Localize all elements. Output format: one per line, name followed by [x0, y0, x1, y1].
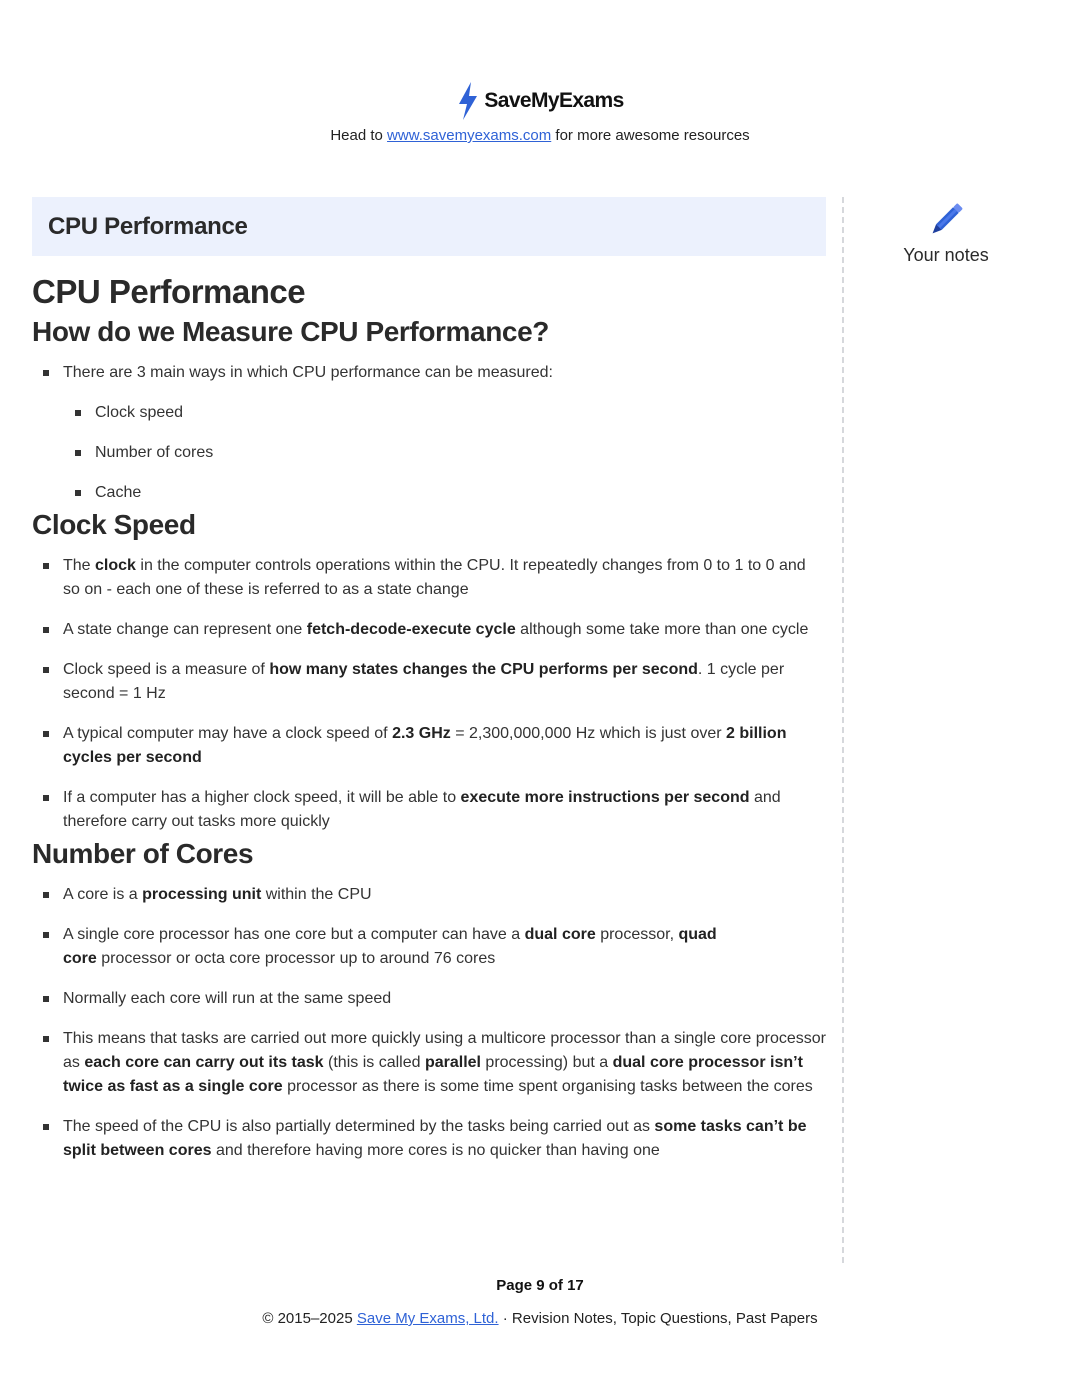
copyright-text: © 2015–2025	[262, 1310, 357, 1327]
page-header	[0, 82, 1080, 144]
text: . 1 cycle per second = 1 Hz	[63, 661, 785, 702]
list-item: Cache	[64, 481, 826, 505]
text: (this is called	[323, 1054, 425, 1071]
notes-label: Your notes	[903, 245, 989, 265]
list-item	[32, 786, 826, 834]
notes-divider	[842, 197, 844, 1263]
bold-text: parallel	[424, 1054, 481, 1071]
tagline-text-before: Head to	[330, 127, 388, 144]
text: The	[63, 557, 96, 574]
list-item	[32, 1115, 826, 1163]
tagline-text-after: for more awesome resources	[551, 127, 750, 144]
list-item	[32, 722, 826, 770]
text: within the CPU	[261, 886, 372, 903]
list-item	[32, 658, 826, 706]
text: A core is a	[63, 886, 143, 903]
measure-list	[32, 361, 826, 385]
tagline	[0, 127, 1080, 144]
pencil-icon	[925, 200, 967, 240]
text: A typical computer may have a clock speed of	[63, 725, 393, 742]
list-item	[32, 618, 826, 642]
text: processor as there is some time spent organising tasks between the cores	[282, 1078, 813, 1095]
text: although some take more than one cycle	[515, 621, 809, 638]
text: Clock speed is a measure of	[63, 661, 270, 678]
text: in the computer controls operations within the CPU. It repeatedly changes from 0 to 1 to 0 and so on - each one of these is referred to as a state change	[63, 557, 806, 598]
section-heading-number-of-cores: Number of Cores	[32, 838, 254, 869]
measure-sublist	[64, 401, 826, 505]
logo-text: SaveMyExams	[484, 89, 624, 112]
text: processor or octa core processor up to around 76 cores	[96, 950, 496, 967]
list-item	[32, 923, 826, 971]
list-item	[32, 1027, 826, 1099]
list-item: Number of cores	[64, 441, 826, 465]
text: processing) but a	[480, 1054, 613, 1071]
bold-text: clock	[95, 557, 136, 574]
clock-list	[32, 554, 826, 834]
bold-text: how many states changes the CPU performs per second	[269, 661, 698, 678]
bold-text: 2 billion cycles per second	[63, 725, 787, 766]
text: If a computer has a higher clock speed, it will be able to	[63, 789, 461, 806]
list-item	[32, 883, 826, 907]
list-item: There are 3 main ways in which CPU performance can be measured:	[32, 361, 826, 385]
bold-text: 2.3 GHz	[392, 725, 451, 742]
bold-text: execute more instructions per second	[460, 789, 750, 806]
logo[interactable]	[456, 82, 623, 120]
section-heading-clock-speed: Clock Speed	[32, 509, 196, 540]
page-number: Page 9 of 17	[496, 1277, 584, 1294]
bold-text: each core can carry out its task	[84, 1054, 324, 1071]
text: A single core processor has one core but a computer can have a	[63, 926, 525, 943]
company-link[interactable]: Save My Exams, Ltd.	[356, 1310, 499, 1327]
list-item	[32, 554, 826, 602]
list-item: Clock speed	[64, 401, 826, 425]
bold-text: processing unit	[142, 886, 262, 903]
text: A state change can represent one	[63, 621, 307, 638]
banner-title: CPU Performance	[48, 212, 248, 240]
text: The speed of the CPU is also partially determined by the tasks being carried out as	[63, 1118, 655, 1135]
main-content	[32, 197, 826, 1163]
text: = 2,300,000,000 Hz which is just over	[450, 725, 727, 742]
section-heading-measure: How do we Measure CPU Performance?	[32, 316, 549, 347]
text: This means that tasks are carried out more quickly using a multicore processor than a single core processor as	[63, 1030, 827, 1071]
notes-panel[interactable]	[870, 200, 1022, 266]
page-title: CPU Performance	[32, 273, 306, 310]
text: and therefore having more cores is no quicker than having one	[211, 1142, 660, 1159]
bold-text: fetch-decode-execute cycle	[306, 621, 516, 638]
page-footer	[0, 1310, 1080, 1327]
bold-text: some tasks can’t be split between cores	[63, 1118, 807, 1159]
bold-text: dual core	[524, 926, 596, 943]
website-link[interactable]: www.savemyexams.com	[387, 127, 552, 144]
text: and therefore carry out tasks more quickly	[63, 789, 781, 830]
cores-list	[32, 883, 826, 1163]
lightning-bolt-icon	[456, 82, 480, 120]
bold-text: dual core processor isn’t twice as fast as a single core	[63, 1054, 803, 1095]
list-item: Normally each core will run at the same speed	[32, 987, 826, 1011]
bold-text: quad core	[63, 926, 717, 967]
text: processor,	[595, 926, 679, 943]
topic-banner	[32, 197, 826, 256]
footer-links-text: · Revision Notes, Topic Questions, Past Papers	[498, 1310, 818, 1327]
